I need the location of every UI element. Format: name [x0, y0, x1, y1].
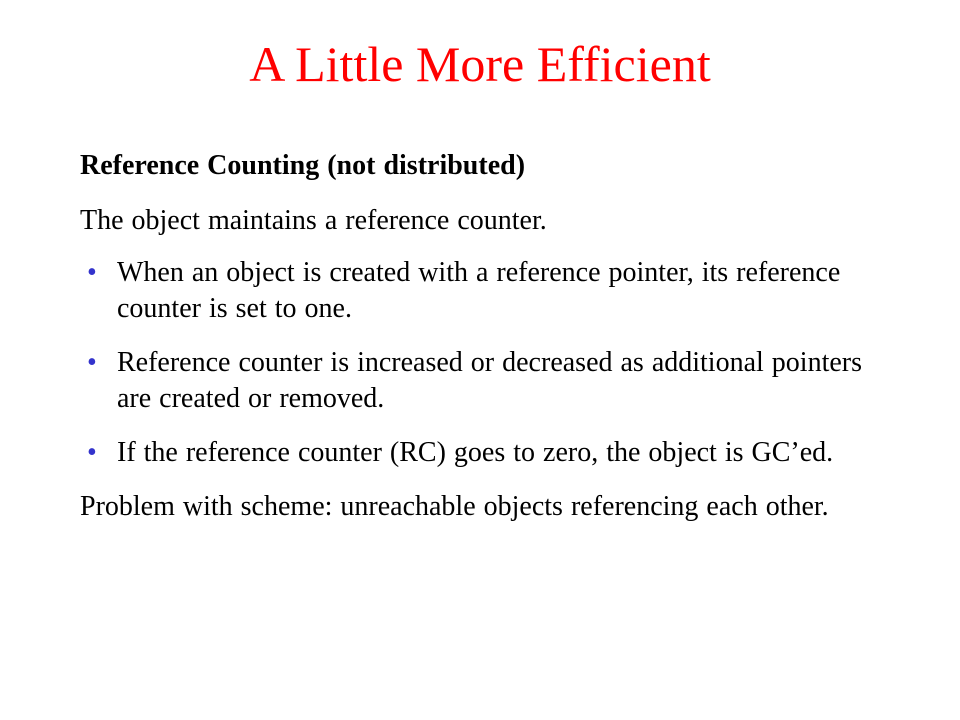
- bullet-text: When an object is created with a reference pointer, its reference counter is set to one.: [117, 257, 841, 324]
- bullet-item: [80, 345, 900, 417]
- bullet-dot-icon: •: [87, 257, 97, 288]
- problem-text: Problem with scheme: unreachable objects referencing each other.: [80, 491, 829, 522]
- bullet-item: [80, 255, 900, 327]
- bullet-text: Reference counter is increased or decreased as additional pointers are created or removed.: [117, 347, 862, 414]
- slide-body: [80, 148, 900, 547]
- bullet-dot-icon: •: [87, 437, 97, 468]
- bullet-dot-icon: •: [87, 347, 97, 378]
- bullet-text: If the reference counter (RC) goes to zero, the object is GC’ed.: [117, 437, 834, 468]
- slide-title: A Little More Efficient: [249, 36, 711, 92]
- section-heading: Reference Counting (not distributed): [80, 150, 526, 181]
- bullet-item: [80, 435, 900, 471]
- intro-text: The object maintains a reference counter.: [80, 205, 547, 236]
